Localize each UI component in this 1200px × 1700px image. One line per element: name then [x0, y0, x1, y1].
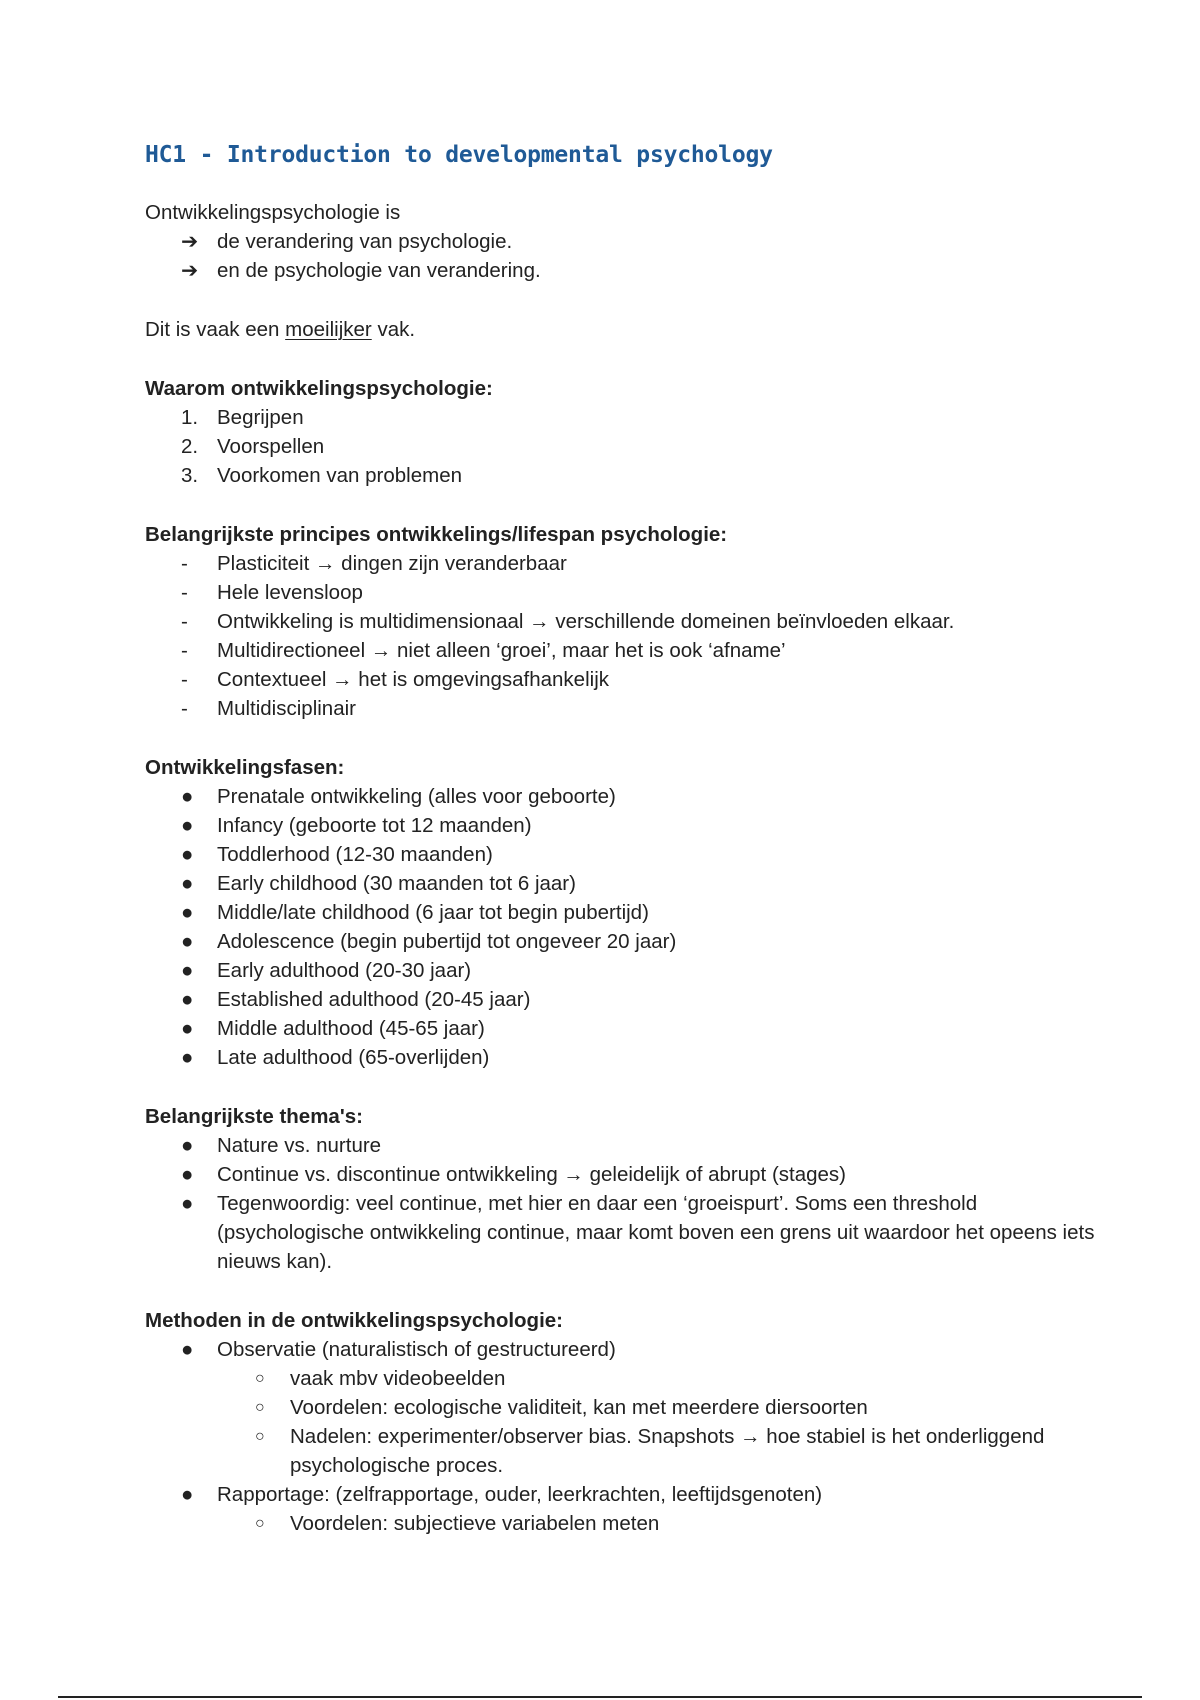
bullet-icon: ● [181, 843, 194, 866]
list-item: ○ vaak mbv videobeelden [145, 1364, 1105, 1393]
section-heading-fasen: Ontwikkelingsfasen: [145, 756, 345, 779]
bullet-icon: ● [181, 1134, 194, 1157]
list-item: ○ Nadelen: experimenter/observer bias. Snapshots → hoe stabiel is het onderliggend psychologische proces. [145, 1422, 1105, 1480]
bullet-list [145, 1480, 1105, 1509]
sub-list [145, 1509, 1105, 1538]
bullet-icon: ● [181, 814, 194, 837]
bullet-icon: ● [181, 930, 194, 953]
list-item: 2. Voorspellen [181, 435, 325, 458]
list-item: ● Middle adulthood (45-65 jaar) [145, 1014, 1105, 1043]
list-item: ● Adolescence (begin pubertijd tot ongeveer 20 jaar) [145, 927, 1105, 956]
list-item: ○ Voordelen: subjectieve variabelen meten [145, 1509, 1105, 1538]
list-item: 3. Voorkomen van problemen [181, 464, 463, 487]
section-heading-waarom: Waarom ontwikkelingspsychologie: [145, 377, 493, 400]
list-item: ● Late adulthood (65-overlijden) [145, 1043, 1105, 1072]
arrow-icon: ➔ [181, 230, 199, 253]
list-item: ➔ en de psychologie van verandering. [145, 256, 1105, 285]
bullet-icon: ● [181, 872, 194, 895]
bullet-icon: ● [181, 1483, 194, 1506]
numbered-list [145, 403, 1105, 490]
intro-list [145, 227, 1105, 285]
list-item: ● Tegenwoordig: veel continue, met hier en daar een ‘groeispurt’. Soms een threshold (psychologische ontwikkeling continue, maar komt boven een grens uit waardoor het opeens iets nieuws kan). [145, 1189, 1105, 1276]
circle-icon: ○ [255, 1428, 265, 1445]
list-item: ● Rapportage: (zelfrapportage, ouder, leerkrachten, leeftijdsgenoten) [145, 1480, 1105, 1509]
list-item: ● Observatie (naturalistisch of gestructureerd) [145, 1335, 1105, 1364]
circle-icon: ○ [255, 1515, 265, 1532]
list-item: ● Established adulthood (20-45 jaar) [145, 985, 1105, 1014]
list-item: - Multidirectioneel → niet alleen ‘groei’, maar het is ook ‘afname’ [181, 639, 786, 662]
sub-list [145, 1364, 1105, 1480]
list-item: - Multidisciplinair [181, 697, 356, 720]
page-title: HC1 - Introduction to developmental psychology [145, 142, 773, 168]
underlined-word: moeilijker [285, 318, 372, 341]
list-item: 1. Begrijpen [181, 406, 304, 429]
circle-icon: ○ [255, 1399, 265, 1416]
list-item: - Contextueel → het is omgevingsafhankelijk [181, 668, 609, 691]
section-heading-principes: Belangrijkste principes ontwikkelings/lifespan psychologie: [145, 523, 728, 546]
list-item: ● Early childhood (30 maanden tot 6 jaar) [145, 869, 1105, 898]
bullet-icon: ● [181, 785, 194, 808]
bullet-icon: ● [181, 1017, 194, 1040]
intro-text: Ontwikkelingspsychologie is [145, 201, 401, 224]
list-item: ● Infancy (geboorte tot 12 maanden) [145, 811, 1105, 840]
bullet-list [145, 1335, 1105, 1364]
list-item: ● Continue vs. discontinue ontwikkeling → geleidelijk of abrupt (stages) [145, 1160, 1105, 1189]
bullet-icon: ● [181, 901, 194, 924]
list-item: ● Middle/late childhood (6 jaar tot begin pubertijd) [145, 898, 1105, 927]
list-item: ➔ de verandering van psychologie. [145, 227, 1105, 256]
bullet-icon: ● [181, 988, 194, 1011]
bullet-icon: ● [181, 1163, 194, 1186]
list-item: - Plasticiteit → dingen zijn veranderbaar [181, 552, 567, 575]
list-item: ○ Voordelen: ecologische validiteit, kan met meerdere diersoorten [145, 1393, 1105, 1422]
bullet-list [145, 782, 1105, 1072]
arrow-icon: ➔ [181, 259, 199, 282]
list-item: ● Nature vs. nurture [145, 1131, 1105, 1160]
section-heading-methoden: Methoden in de ontwikkelingspsychologie: [145, 1309, 564, 1332]
bullet-list [145, 1131, 1105, 1276]
list-item: ● Early adulthood (20-30 jaar) [145, 956, 1105, 985]
note-line: Dit is vaak een moeilijker vak. [145, 318, 416, 341]
circle-icon: ○ [255, 1370, 265, 1387]
list-item: - Hele levensloop [181, 581, 363, 604]
bullet-icon: ● [181, 959, 194, 982]
bullet-icon: ● [181, 1046, 194, 1069]
bullet-icon: ● [181, 1338, 194, 1361]
dash-list [145, 549, 1105, 723]
footer-divider [58, 1696, 1142, 1698]
bullet-icon: ● [181, 1192, 194, 1215]
document-page [145, 142, 1105, 1538]
list-item: - Ontwikkeling is multidimensionaal → verschillende domeinen beïnvloeden elkaar. [181, 610, 955, 633]
section-heading-themas: Belangrijkste thema's: [145, 1105, 363, 1128]
list-item: ● Prenatale ontwikkeling (alles voor geboorte) [145, 782, 1105, 811]
list-item: ● Toddlerhood (12-30 maanden) [145, 840, 1105, 869]
